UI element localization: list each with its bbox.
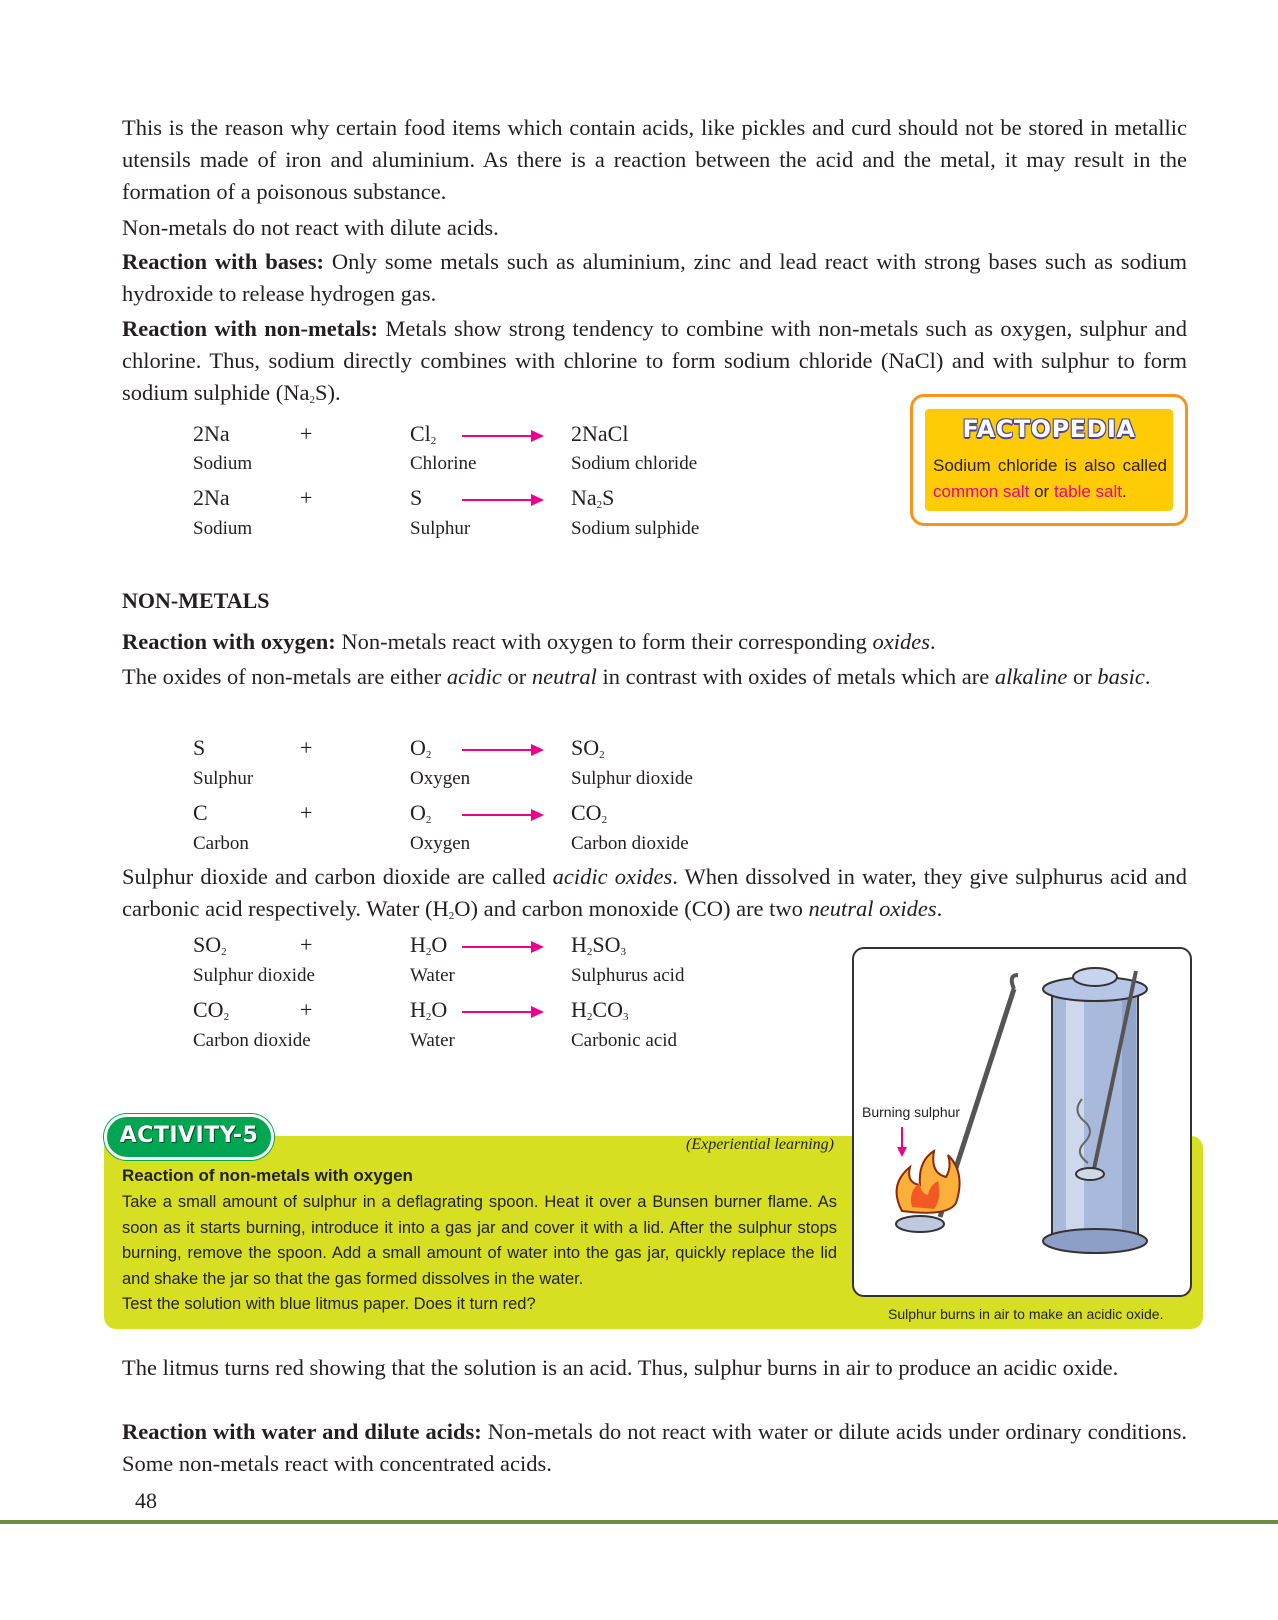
- eq5-reactant1: [193, 932, 227, 965]
- eq2-r2-name: Sulphur: [410, 518, 471, 539]
- nonmetals-reaction-heading: Reaction with non-metals:: [122, 316, 378, 341]
- basic-italic: basic: [1097, 664, 1145, 689]
- p6-b: or: [501, 664, 532, 689]
- subscript: 2: [223, 1011, 230, 1023]
- eq5-product: [571, 932, 626, 965]
- eq2-p-text: Na: [571, 485, 597, 510]
- subscript: 2: [309, 394, 315, 406]
- subscript: 2: [430, 435, 437, 447]
- eq3-r2-text: O: [410, 735, 426, 760]
- reaction-arrow: [462, 946, 542, 948]
- bottom-rule: [0, 1520, 1278, 1524]
- eq4-product: [571, 800, 607, 833]
- bases-heading: Reaction with bases:: [122, 249, 325, 274]
- sulphur-burning-illustration: [854, 949, 1192, 1297]
- activity-label: ACTIVITY-5: [119, 1123, 259, 1148]
- spoon-hook: [1012, 975, 1018, 989]
- eq3-reactant1: S: [193, 735, 206, 760]
- acidic-oxides-paragraph: [122, 861, 1187, 932]
- eq1-plus: +: [300, 421, 313, 446]
- factopedia-box: [910, 394, 1188, 526]
- eq6-r2-text: H: [410, 997, 426, 1022]
- subscript: 2: [425, 814, 432, 826]
- subscript: 3: [620, 946, 627, 958]
- subscript: 2: [599, 749, 605, 761]
- activity-instructions: Take a small amount of sulphur in a deflagrating spoon. Heat it over a Bunsen burner flame. As soon as it starts burning, introduce it into a gas jar and cover it with a lid. After the sulphur stops burning, remove the spoon. Add a small amount of water into the gas jar, quickly replace the lid and shake the jar so that the gas formed dissolves in the water.: [122, 1193, 837, 1288]
- factopedia-panel: [925, 409, 1173, 511]
- eq1-r2-name: Chlorine: [410, 453, 477, 474]
- subscript: 2: [425, 749, 432, 761]
- subscript: 2: [586, 1011, 593, 1023]
- text-end: S).: [314, 380, 341, 405]
- oxides-italic: oxides: [872, 629, 930, 654]
- p6-c: in contrast with oxides of metals which are: [596, 664, 995, 689]
- factopedia-title: FACTOPEDIA: [962, 415, 1136, 443]
- litmus-paragraph: [122, 1352, 1187, 1384]
- subscript: 2: [601, 814, 608, 826]
- eq5-r1-text: SO: [193, 932, 222, 957]
- intro-text: This is the reason why certain food items which contain acids, like pickles and curd should not be stored in metallic utensils made of iron and aluminium. As there is a reaction between the acid and the metal, it may result in the formation of a poisonous substance.: [122, 115, 1187, 204]
- factopedia-text: [933, 453, 1167, 505]
- bases-paragraph: [122, 246, 1187, 310]
- water-acids-paragraph: [122, 1416, 1187, 1480]
- subscript: 3: [622, 1011, 629, 1023]
- subscript: 2: [425, 1011, 432, 1023]
- text-end: .: [929, 629, 936, 654]
- intro-paragraph: [122, 112, 1187, 208]
- fact-table-salt: table salt: [1053, 482, 1122, 501]
- eq4-r2-name: Oxygen: [410, 833, 471, 854]
- eq1-r1-name: Sodium: [193, 453, 253, 474]
- gas-jar-base: [1043, 1229, 1147, 1253]
- alkaline-italic: alkaline: [994, 664, 1068, 689]
- eq3-reactant2: [410, 735, 431, 768]
- eq2-r1-name: Sodium: [193, 518, 253, 539]
- p7-a: Sulphur dioxide and carbon dioxide are called: [122, 864, 553, 889]
- eq3-r1-name: Sulphur: [193, 768, 254, 789]
- eq2-product: [571, 485, 614, 518]
- spoon-cup: [896, 1216, 944, 1232]
- oxygen-heading: Reaction with oxygen:: [122, 629, 336, 654]
- reaction-arrow: [462, 1011, 542, 1013]
- fact-text-b: or: [1029, 482, 1054, 501]
- neutral-italic: neutral: [531, 664, 597, 689]
- fact-text-c: .: [1121, 482, 1127, 501]
- eq2-p-end: S: [602, 485, 615, 510]
- reaction-arrow: [462, 814, 542, 816]
- eq5-r2-name: Water: [410, 965, 455, 986]
- nonmetal-acid-text: Non-metals do not react with dilute acids.: [122, 215, 499, 240]
- reaction-arrow: [462, 435, 542, 437]
- p6-e: .: [1144, 664, 1151, 689]
- oxides-paragraph: [122, 661, 1187, 693]
- acidic-oxides-italic: acidic oxides: [552, 864, 673, 889]
- eq6-r2-end: O: [431, 997, 448, 1022]
- activity-question: Test the solution with blue litmus paper. Does it turn red?: [122, 1295, 536, 1313]
- eq5-r2-end: O: [431, 932, 448, 957]
- eq4-p-name: Carbon dioxide: [571, 833, 689, 854]
- eq1-reactant1: 2Na: [193, 421, 230, 446]
- eq1-reactant2: [410, 421, 436, 454]
- activity-subtitle: (Experiential learning): [686, 1136, 834, 1153]
- p6-d: or: [1067, 664, 1098, 689]
- activity-label-pill: [104, 1114, 274, 1160]
- eq2-plus: +: [300, 485, 313, 510]
- eq5-p-mid: SO: [592, 932, 621, 957]
- eq2-reactant1: 2Na: [193, 485, 230, 510]
- fact-common-salt: common salt: [933, 482, 1030, 501]
- fact-text-a: Sodium chloride is also called: [933, 456, 1167, 475]
- eq1-product: 2NaCl: [571, 421, 629, 446]
- bases-text: Only some metals such as aluminium, zinc and lead react with strong bases such as sodium hydroxide to release hydrogen gas.: [122, 249, 1187, 306]
- litmus-text: The litmus turns red showing that the solution is an acid. Thus, sulphur burns in air to produce an acidic oxide.: [122, 1355, 1119, 1380]
- subscript: 2: [586, 946, 593, 958]
- acidic-italic: acidic: [446, 664, 502, 689]
- oxygen-text: Non-metals react with oxygen to form their corresponding: [335, 629, 873, 654]
- eq6-p-name: Carbonic acid: [571, 1030, 678, 1051]
- eq2-p-name: Sodium sulphide: [571, 518, 700, 539]
- eq3-product: [571, 735, 605, 768]
- subscript: 2: [425, 946, 432, 958]
- eq6-p-mid: CO: [592, 997, 623, 1022]
- nonmetal-acid-paragraph: [122, 212, 1187, 244]
- eq3-r2-name: Oxygen: [410, 768, 471, 789]
- activity-text: [122, 1190, 837, 1318]
- water-acids-text: Non-metals do not react with water or dilute acids under ordinary conditions. Some non-metals react with concentrated acids.: [122, 1419, 1187, 1476]
- figure-box: [852, 947, 1192, 1297]
- eq1-p-name: Sodium chloride: [571, 453, 698, 474]
- nonmetals-reaction-text: Metals show strong tendency to combine with non-metals such as oxygen, sulphur and chlorine. Thus, sodium directly combines with chlorine to form sodium chloride (NaCl) and with sulphur to form sodium sulphide (Na: [122, 316, 1187, 405]
- section-heading: NON-METALS: [122, 588, 270, 613]
- reaction-arrow: [462, 749, 542, 751]
- reaction-arrow: [462, 499, 542, 501]
- eq5-p-text: H: [571, 932, 587, 957]
- eq4-reactant2: [410, 800, 431, 833]
- eq5-plus: +: [300, 932, 313, 957]
- subscript: 2: [221, 946, 227, 958]
- eq3-plus: +: [300, 735, 313, 760]
- figure-label: Burning sulphur: [862, 1104, 961, 1120]
- eq4-p-text: CO: [571, 800, 602, 825]
- lid-knob: [1073, 968, 1117, 986]
- page-number: 48: [135, 1488, 157, 1513]
- p6-a: The oxides of non-metals are either: [122, 664, 447, 689]
- eq3-p-text: SO: [571, 735, 600, 760]
- eq6-reactant1: [193, 997, 229, 1030]
- gas-jar-highlight: [1066, 989, 1084, 1239]
- activity-title: Reaction of non-metals with oxygen: [122, 1166, 413, 1185]
- p7-d: .: [936, 896, 943, 921]
- eq4-r1-name: Carbon: [193, 833, 249, 854]
- eq2-reactant2: S: [410, 485, 423, 510]
- subscript: 2: [596, 499, 603, 511]
- eq6-p-text: H: [571, 997, 587, 1022]
- eq6-product: [571, 997, 628, 1030]
- eq6-reactant2: [410, 997, 447, 1030]
- eq6-r1-name: Carbon dioxide: [193, 1030, 311, 1051]
- eq4-reactant1: C: [193, 800, 208, 825]
- eq4-r2-text: O: [410, 800, 426, 825]
- eq6-plus: +: [300, 997, 313, 1022]
- eq5-r2-text: H: [410, 932, 426, 957]
- oxygen-paragraph: [122, 626, 1187, 658]
- spoon-cup-jar: [1076, 1168, 1104, 1180]
- figure-caption: Sulphur burns in air to make an acidic oxide.: [888, 1306, 1164, 1322]
- eq5-reactant2: [410, 932, 447, 965]
- eq1-r2-text: Cl: [410, 421, 431, 446]
- p7-c: O) and carbon monoxide (CO) are two: [454, 896, 809, 921]
- subscript: 2: [448, 910, 455, 922]
- p7-b: . When dissolved in water, they give sulphurus acid and carbonic acid respectively. Water (H: [122, 864, 1187, 921]
- neutral-oxides-italic: neutral oxides: [808, 896, 937, 921]
- eq6-r2-name: Water: [410, 1030, 455, 1051]
- eq6-r1-text: CO: [193, 997, 224, 1022]
- water-acids-heading: Reaction with water and dilute acids:: [122, 1419, 482, 1444]
- pointer-head: [897, 1147, 907, 1157]
- eq3-p-name: Sulphur dioxide: [571, 768, 693, 789]
- eq5-r1-name: Sulphur dioxide: [193, 965, 315, 986]
- eq5-p-name: Sulphurus acid: [571, 965, 685, 986]
- eq4-plus: +: [300, 800, 313, 825]
